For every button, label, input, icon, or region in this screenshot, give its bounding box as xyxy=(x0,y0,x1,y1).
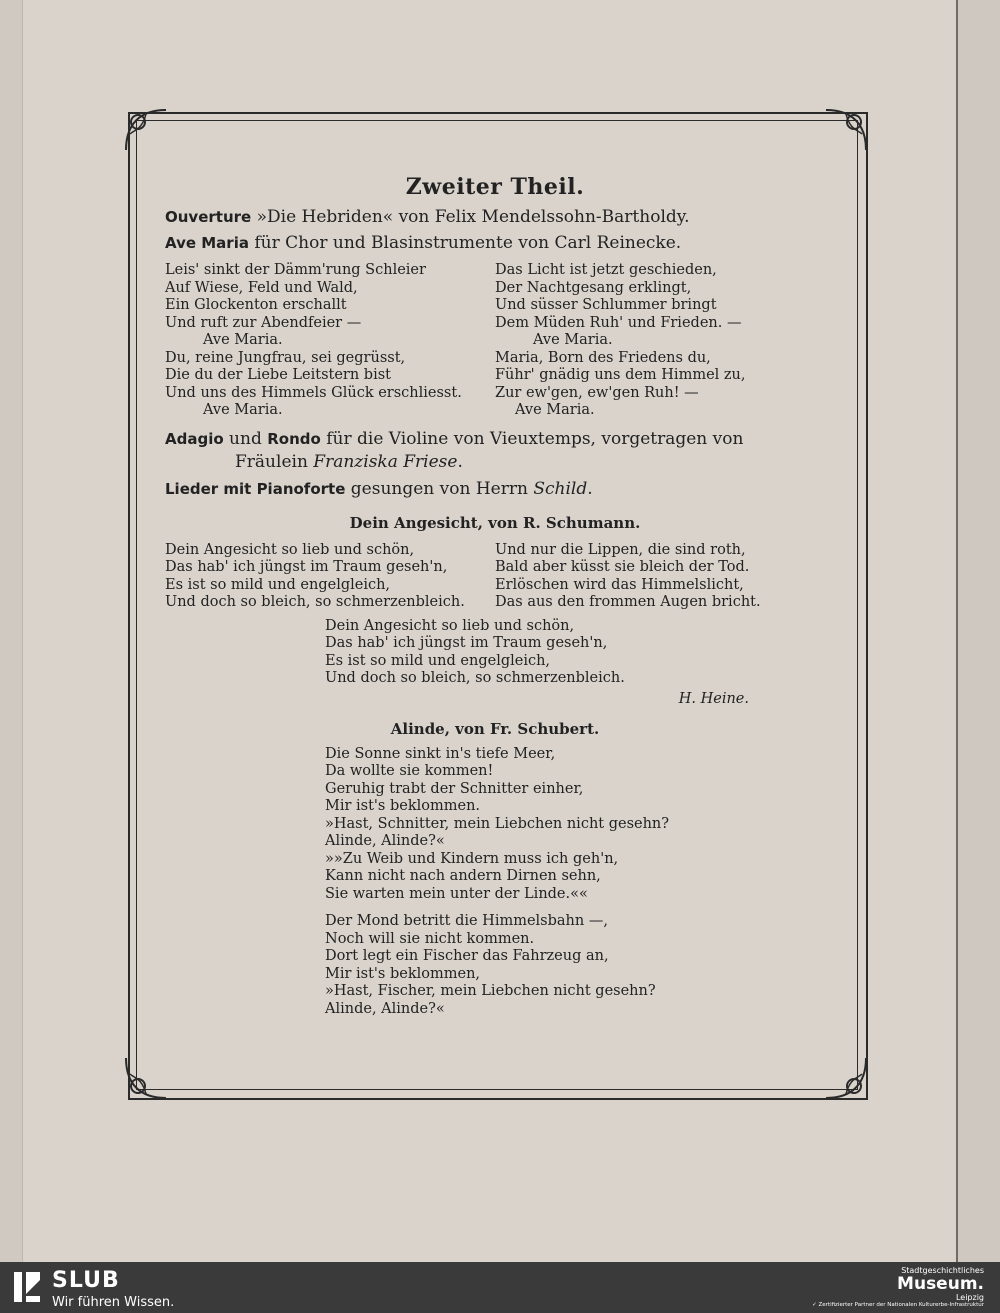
page-right-edge xyxy=(956,0,1000,1262)
lyric-line: Mir ist's beklommen, xyxy=(325,965,481,982)
lyric-line: »Hast, Fischer, mein Liebchen nicht gesehn? xyxy=(325,983,656,999)
lyric-line: Dort legt ein Fischer das Fahrzeug an, xyxy=(325,948,609,964)
performer-prefix: Fräulein xyxy=(235,451,314,472)
lyric-line: Alinde, Alinde?« xyxy=(325,1000,445,1017)
lyric-line: Bald aber küsst sie bleich der Tod. xyxy=(495,559,750,575)
viewer-footer-bar xyxy=(0,1262,1000,1313)
item-lieder-suffix: . xyxy=(587,478,593,499)
item-ave-maria-text: für Chor und Blasinstrumente von Carl Reinecke. xyxy=(248,233,682,253)
lyric-line: »Hast, Schnitter, mein Liebchen nicht gesehn? xyxy=(325,815,670,832)
frame-corner-ornament-bottom-right xyxy=(820,1052,872,1104)
lyric-line: Dem Müden Ruh' und Frieden. — xyxy=(495,314,742,331)
lyric-line: Das Licht ist jetzt geschieden, xyxy=(495,262,717,278)
museum-prefix: Stadtgeschichtliches xyxy=(901,1266,984,1275)
item-adagio-connector: und xyxy=(223,428,268,449)
lyric-line: Leis' sinkt der Dämm'rung Schleier xyxy=(165,262,426,278)
frame-corner-ornament-top-right xyxy=(820,104,872,156)
program-content xyxy=(165,170,825,1018)
lyric-line: Sie warten mein unter der Linde.«« xyxy=(325,885,588,902)
lyric-line: Mir ist's beklommen. xyxy=(325,798,481,814)
page-left-edge xyxy=(0,0,23,1262)
lyric-line: Führ' gnädig uns dem Himmel zu, xyxy=(495,367,746,383)
schubert-stanza-1 xyxy=(325,746,825,904)
item-overture-label: Ouverture xyxy=(165,208,252,226)
lyric-line: Ein Glockenton erschallt xyxy=(165,297,347,313)
poem-author: H. Heine. xyxy=(678,690,749,707)
lyric-line: Und ruft zur Abendfeier — xyxy=(165,314,362,331)
lyric-line: Die Sonne sinkt in's tiefe Meer, xyxy=(325,745,556,762)
lyric-line: Das aus den frommen Augen bricht. xyxy=(495,594,761,610)
section-title: Zweiter Theil. xyxy=(405,174,585,200)
item-adagio-label: Adagio xyxy=(165,429,224,448)
schumann-refrain xyxy=(325,618,825,688)
lyric-line: Alinde, Alinde?« xyxy=(325,833,445,849)
lyric-line: »»Zu Weib und Kindern muss ich geh'n, xyxy=(325,850,619,867)
lyric-line: Es ist so mild und engelgleich, xyxy=(165,576,391,593)
schumann-lyrics-right xyxy=(495,542,825,612)
lyric-line: Der Nachtgesang erklingt, xyxy=(495,279,692,296)
lyric-line: Kann nicht nach andern Dirnen sehn, xyxy=(325,868,601,884)
lyric-line: Erlöschen wird das Himmelslicht, xyxy=(495,576,744,593)
frame-corner-ornament-top-left xyxy=(120,104,172,156)
slub-wordmark[interactable]: SLUB xyxy=(52,1268,120,1293)
lyric-line: Die du der Liebe Leitstern bist xyxy=(165,367,391,383)
performer-suffix: . xyxy=(457,451,463,472)
lyric-line: Da wollte sie kommen! xyxy=(325,763,494,779)
item-lieder-label: Lieder mit Pianoforte xyxy=(165,479,346,498)
lyric-line: Der Mond betritt die Himmelsbahn —, xyxy=(325,913,608,929)
lyric-line: Dein Angesicht so lieb und schön, xyxy=(165,541,415,558)
item-rondo-label: Rondo xyxy=(267,429,321,448)
lyric-refrain: Ave Maria. xyxy=(515,402,595,418)
lyric-line: Und nur die Lippen, die sind roth, xyxy=(495,541,746,558)
ave-maria-lyrics xyxy=(165,262,825,420)
lyric-refrain: Ave Maria. xyxy=(203,332,283,348)
lyric-line: Und doch so bleich, so schmerzenbleich. xyxy=(165,594,465,610)
schumann-lyrics xyxy=(165,542,825,612)
item-lieder-singer: Schild xyxy=(533,478,588,499)
lyric-line: Und uns des Himmels Glück erschliesst. xyxy=(165,384,462,401)
program-item-adagio-rondo-performer xyxy=(165,452,825,472)
lyric-line: Geruhig trabt der Schnitter einher, xyxy=(325,780,584,797)
slub-logo-icon[interactable] xyxy=(14,1272,40,1302)
ave-maria-lyrics-right xyxy=(495,262,825,420)
museum-logo[interactable]: Museum. xyxy=(897,1274,984,1294)
item-adagio-rondo-text: für die Violine von Vieuxtemps, vorgetragen von xyxy=(320,428,744,449)
performer-name: Franziska Friese xyxy=(313,451,458,472)
lyric-line: Zur ew'gen, ew'gen Ruh! — xyxy=(495,384,699,401)
lyric-line: Auf Wiese, Feld und Wald, xyxy=(165,279,358,296)
museum-certification: ✓ Zertifizierter Partner der Nationalen Kulturerbe-Infrastruktur xyxy=(812,1302,984,1308)
program-item-overture xyxy=(165,204,825,230)
lyric-line: Es ist so mild und engelgleich, xyxy=(325,652,551,669)
program-item-adagio-rondo xyxy=(165,426,825,452)
slub-tagline: Wir führen Wissen. xyxy=(52,1295,175,1310)
program-item-lieder xyxy=(165,476,825,502)
frame-corner-ornament-bottom-left xyxy=(120,1052,172,1104)
lyric-refrain: Ave Maria. xyxy=(203,402,283,418)
museum-city: Leipzig xyxy=(955,1293,984,1302)
lyric-line: Dein Angesicht so lieb und schön, xyxy=(325,617,575,634)
lyric-line: Noch will sie nicht kommen. xyxy=(325,930,535,947)
lyric-line: Und doch so bleich, so schmerzenbleich. xyxy=(325,670,625,686)
lyric-line: Das hab' ich jüngst im Traum geseh'n, xyxy=(165,559,448,575)
item-lieder-text: gesungen von Herrn xyxy=(345,478,534,499)
ave-maria-lyrics-left xyxy=(165,262,495,420)
lyric-line: Das hab' ich jüngst im Traum geseh'n, xyxy=(325,635,608,651)
lyric-line: Du, reine Jungfrau, sei gegrüsst, xyxy=(165,349,406,366)
lyric-line: Und süsser Schlummer bringt xyxy=(495,297,717,313)
item-ave-maria-label: Ave Maria xyxy=(165,234,249,252)
schubert-stanza-2 xyxy=(325,913,825,1018)
song-heading-schubert: Alinde, von Fr. Schubert. xyxy=(390,719,600,738)
song-heading-schumann: Dein Angesicht, von R. Schumann. xyxy=(349,513,641,532)
lyric-line: Maria, Born des Friedens du, xyxy=(495,349,711,366)
lyric-refrain: Ave Maria. xyxy=(533,332,613,348)
item-overture-text: »Die Hebriden« von Felix Mendelssohn-Bartholdy. xyxy=(251,207,690,227)
schumann-lyrics-left xyxy=(165,542,495,612)
program-item-ave-maria xyxy=(165,230,825,256)
